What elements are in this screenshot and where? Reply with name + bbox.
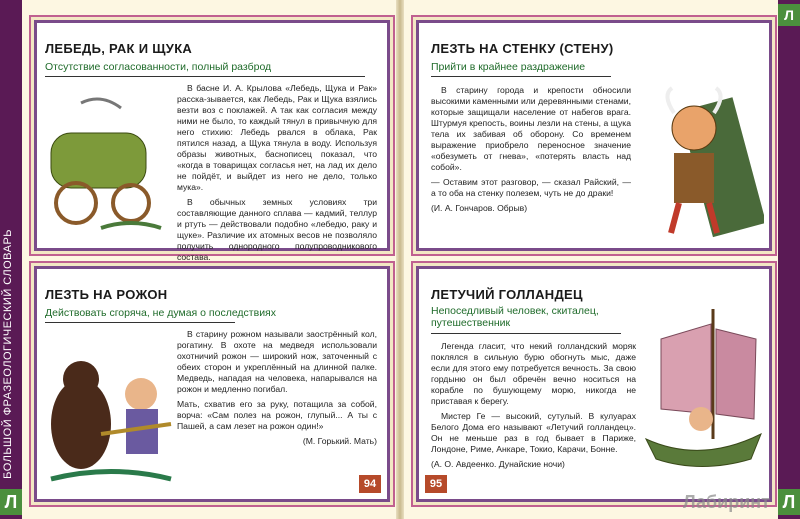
paragraph: В старину рожном называли заострённый кол, рогатину. В охоте на медведя использовали охотничий рожон — широкий нож, заточенный с обеих сторон и укреплённый на длинной палке. Медведь, нападая на человека, напарывался на рожон и медленно погибал. xyxy=(177,329,377,394)
paragraph: Легенда гласит, что некий голландский моряк поклялся в сильную бурю обогнуть мыс, даже если для этого ему потребуется вечность. За свою гордыню он был обречён вечно носиться на корабле по бушующему морю, никогда не приставая к берегу. xyxy=(431,341,636,406)
entry-definition: Действовать сгоряча, не думая о последствиях xyxy=(45,307,276,319)
section-letter-top: Л xyxy=(778,4,800,26)
ship-illustration xyxy=(641,299,763,489)
paragraph: В обычных земных условиях три составляющие данного сплава — кадмий, теллур и ртуть — действовали подобно «лебедю, раку и щуке». Различие их атомных весов не позволяло получить однородного полупроводникового состава. xyxy=(177,197,377,262)
left-spine xyxy=(0,0,22,519)
citation: (И. А. Гончаров. Обрыв) xyxy=(431,203,528,213)
entry-title: ЛЕБЕДЬ, РАК И ЩУКА xyxy=(45,41,193,56)
quote: Мистер Ге — высокий, сутулый. В кулуарах Белого Дома его называют «Летучий голландец». Он не меньше раз в год бывает в Париже, Лондоне, Риме, Анкаре, Токио, Карачи, Бонне. xyxy=(431,411,636,454)
entry-title: ЛЕТУЧИЙ ГОЛЛАНДЕЦ xyxy=(431,287,583,302)
divider xyxy=(431,76,611,77)
entry-card-spear xyxy=(34,266,390,502)
page-number: 95 xyxy=(425,475,447,493)
entry-body xyxy=(177,83,377,282)
right-spine xyxy=(778,0,800,519)
divider xyxy=(431,333,621,334)
quote: — Оставим этот разговор, — сказал Райский, — а то оба на стенку полезем, чуть не до драки! xyxy=(431,177,631,198)
cart-illustration xyxy=(41,93,171,238)
bear-hunter-illustration xyxy=(41,339,173,489)
entry-card-climb-wall xyxy=(416,20,772,251)
divider xyxy=(45,76,365,77)
entry-body xyxy=(431,341,636,474)
entry-definition: Непоседливый человек, скиталец, путешественник xyxy=(431,305,599,329)
entry-body xyxy=(431,85,631,218)
page-number: 94 xyxy=(359,475,381,493)
paragraph: В старину города и крепости обносили высокими каменными или деревянными стенами, которые защищали население от набегов врага. Штурмуя крепость, воины лезли на стены, а щука тела их забивая об оборону. Со временем выражение приобрело переносное значение «обезуметь от гнева», «потерять власть над собой». xyxy=(431,85,631,172)
section-letter-right: Л xyxy=(778,489,800,515)
entry-title: ЛЕЗТЬ НА СТЕНКУ (СТЕНУ) xyxy=(431,41,614,56)
watermark: Лабиринт xyxy=(682,492,770,512)
entry-card-swan-crayfish-pike xyxy=(34,20,390,262)
citation: (М. Горький. Мать) xyxy=(302,436,377,446)
section-letter-left: Л xyxy=(0,489,22,515)
citation: (А. О. Авдеенко. Дунайские ночи) xyxy=(431,459,565,469)
quote: Мать, схватив его за руку, потащила за собой, ворча: «Сам полез на рожон, глупый... А ты с Пашей, а сам лезет на рожон один!» xyxy=(177,399,377,431)
entry-title: ЛЕЗТЬ НА РОЖОН xyxy=(45,287,168,302)
dictionary-title: БОЛЬШОЙ ФРАЗЕОЛОГИЧЕСКИЙ СЛОВАРЬ xyxy=(2,229,14,479)
paragraph: В басне И. А. Крылова «Лебедь, Щука и Рак» расска-зывается, как Лебедь, Рак и Щука взялись везти воз с поклажей. А так как согласия между ними не было, то каждый тянул в привычную для него стихию: Лебедь рвался в облака, Рак пятился назад, а Щука тянула в воду. Используя образы животных, баснописец показал, что «когда в товарищах согласья нет, на лад их дело не пойдёт, и выйдет из него не дело, только мука». xyxy=(177,83,377,192)
divider xyxy=(45,322,235,323)
entry-definition: Отсутствие согласованности, полный разброд xyxy=(45,61,272,73)
entry-definition: Прийти в крайнее раздражение xyxy=(431,61,586,73)
viking-illustration xyxy=(639,83,764,243)
entry-body xyxy=(177,329,377,451)
book-gutter xyxy=(396,0,404,519)
entry-card-flying-dutchman xyxy=(416,266,772,502)
